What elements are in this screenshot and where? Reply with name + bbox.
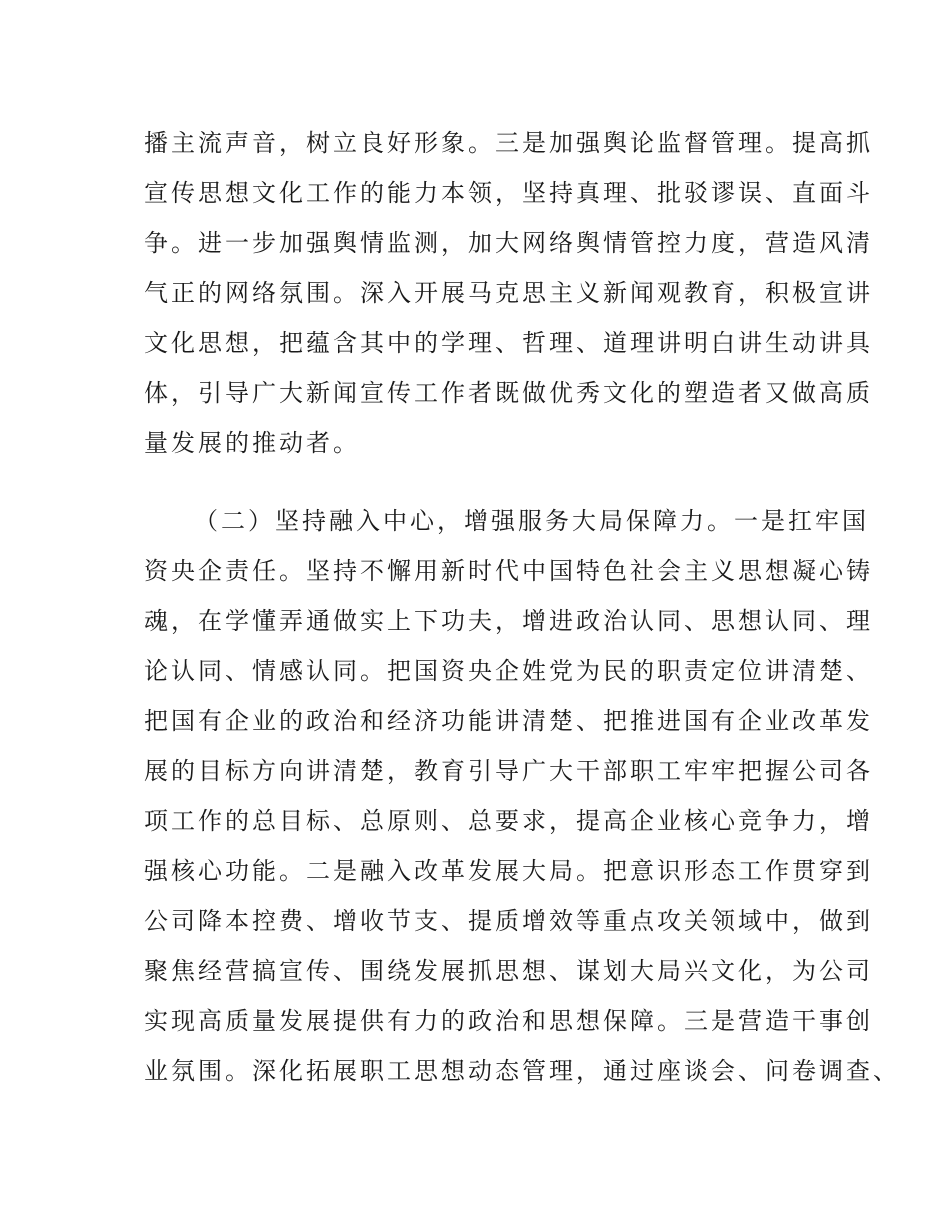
text-line: 宣传思想文化工作的能力本领，坚持真理、批驳谬误、直面斗	[144, 179, 873, 207]
text-line: 争。进一步加强舆情监测，加大网络舆情管控力度，营造风清	[144, 229, 873, 257]
text-line: 体，引导广大新闻宣传工作者既做优秀文化的塑造者又做高质	[144, 379, 873, 407]
text-line: 论认同、情感认同。把国资央企姓党为民的职责定位讲清楚、	[144, 657, 873, 685]
paragraph-spacer	[144, 468, 834, 496]
text-line: 聚焦经营搞宣传、围绕发展抓思想、谋划大局兴文化，为公司	[144, 957, 873, 985]
text-line: 魂，在学懂弄通做实上下功夫，增进政治认同、思想认同、理	[144, 607, 873, 635]
text-line: 气正的网络氛围。深入开展马克思主义新闻观教育，积极宣讲	[144, 279, 873, 307]
text-line: 播主流声音，树立良好形象。三是加强舆论监督管理。提高抓	[144, 129, 873, 157]
text-line: 强核心功能。二是融入改革发展大局。把意识形态工作贯穿到	[144, 857, 873, 885]
text-line: 业氛围。深化拓展职工思想动态管理，通过座谈会、问卷调查、	[144, 1057, 900, 1085]
section-heading-line: （二）坚持融入中心，增强服务大局保障力。一是扛牢国	[194, 507, 869, 535]
text-line: 展的目标方向讲清楚，教育引导广大干部职工牢牢把握公司各	[144, 757, 873, 785]
text-line: 把国有企业的政治和经济功能讲清楚、把推进国有企业改革发	[144, 707, 873, 735]
document-body	[144, 118, 900, 1096]
text-line: 量发展的推动者。	[144, 429, 360, 457]
paragraph-1	[144, 118, 873, 468]
paragraph-2	[144, 496, 900, 1096]
text-line: 文化思想，把蕴含其中的学理、哲理、道理讲明白讲生动讲具	[144, 329, 873, 357]
text-line: 公司降本控费、增收节支、提质增效等重点攻关领域中，做到	[144, 907, 873, 935]
text-line: 资央企责任。坚持不懈用新时代中国特色社会主义思想凝心铸	[144, 557, 873, 585]
text-line: 实现高质量发展提供有力的政治和思想保障。三是营造干事创	[144, 1007, 873, 1035]
text-line: 项工作的总目标、总原则、总要求，提高企业核心竞争力，增	[144, 807, 873, 835]
